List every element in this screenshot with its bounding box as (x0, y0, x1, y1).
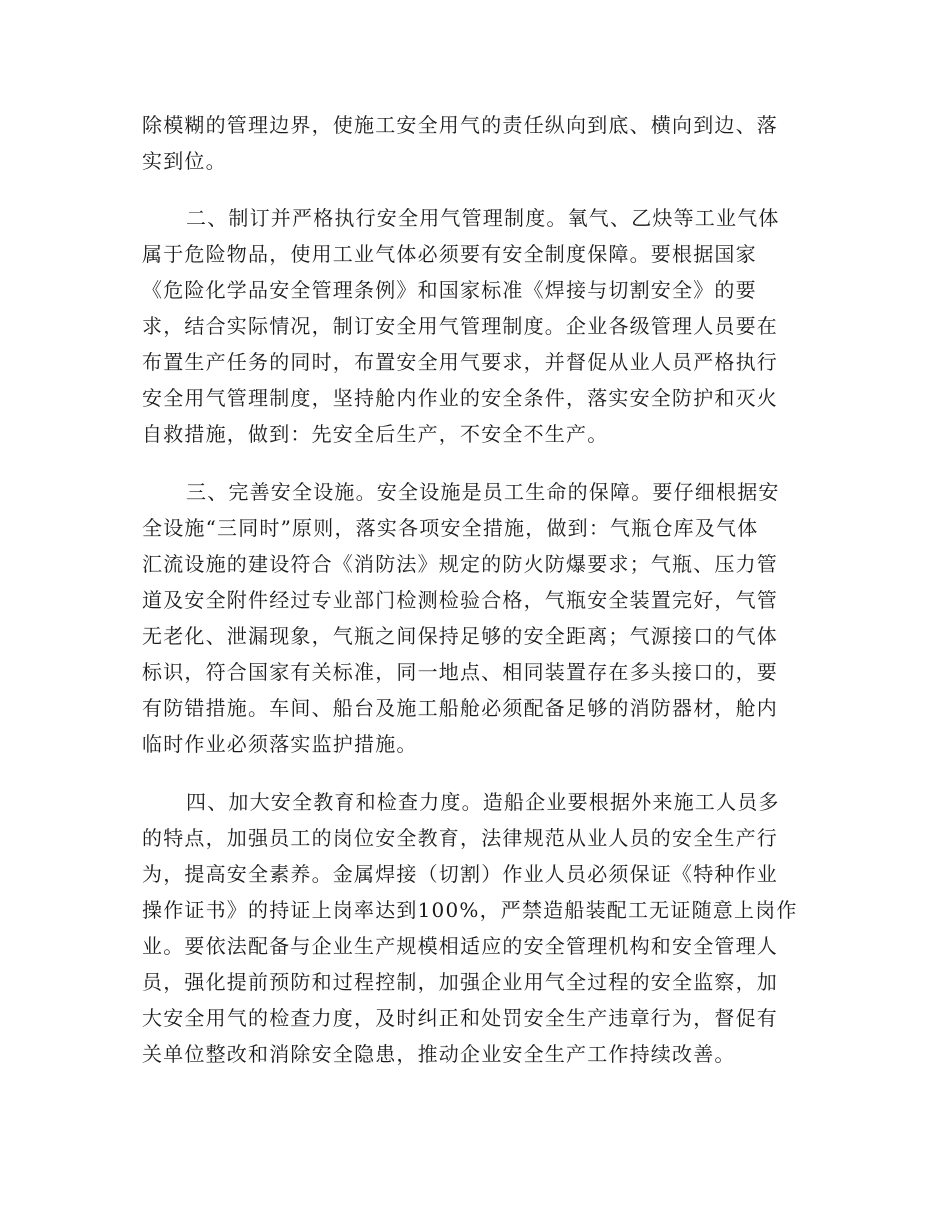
text-line: 为，提高安全素养。金属焊接（切割）作业人员必须保证《特种作业 (142, 862, 778, 886)
text-line: 道及安全附件经过专业部门检测检验合格，气瓶安全装置完好，气管 (142, 588, 778, 612)
text-line: 四、加大安全教育和检查力度。造船企业要根据外来施工人员多 (186, 790, 780, 814)
text-line: 的特点，加强员工的岗位安全教育，法律规范从业人员的安全生产行 (142, 826, 778, 850)
text-line: 安全用气管理制度，坚持舱内作业的安全条件，落实安全防护和灭火 (142, 386, 778, 410)
text-line: 业。要依法配备与企业生产规模相适应的安全管理机构和安全管理人 (142, 934, 778, 958)
text-line: 关单位整改和消除安全隐患，推动企业安全生产工作持续改善。 (142, 1042, 736, 1066)
text-line: 布置生产任务的同时，布置安全用气要求，并督促从业人员严格执行 (142, 350, 778, 374)
text-line: 操作证书》的持证上岗率达到100%，严禁造船装配工无证随意上岗作 (142, 898, 798, 922)
text-line: 二、制订并严格执行安全用气管理制度。氧气、乙炔等工业气体 (186, 206, 780, 230)
text-line: 有防错措施。车间、船台及施工船舱必须配备足够的消防器材，舱内 (142, 696, 778, 720)
paragraph-responsibility-continuation (142, 107, 802, 179)
text-line: 《危险化学品安全管理条例》和国家标准《焊接与切割安全》的要 (142, 278, 757, 302)
text-line: 属于危险物品，使用工业气体必须要有安全制度保障。要根据国家 (142, 242, 757, 266)
text-line: 员，强化提前预防和过程控制，加强企业用气全过程的安全监察，加 (142, 970, 778, 994)
text-line: 无老化、泄漏现象，气瓶之间保持足够的安全距离；气源接口的气体 (142, 624, 778, 648)
paragraph-section-2-gas-management (142, 200, 802, 452)
text-line: 除模糊的管理边界，使施工安全用气的责任纵向到底、横向到边、落 (142, 113, 778, 137)
text-line: 三、完善安全设施。安全设施是员工生命的保障。要仔细根据安 (186, 480, 780, 504)
paragraph-section-4-education-inspection (142, 784, 802, 1072)
text-line: 标识，符合国家有关标准，同一地点、相同装置存在多头接口的，要 (142, 660, 778, 684)
text-line: 大安全用气的检查力度，及时纠正和处罚安全生产违章行为，督促有 (142, 1006, 778, 1030)
text-line: 汇流设施的建设符合《消防法》规定的防火防爆要求；气瓶、压力管 (142, 552, 778, 576)
text-line: 全设施“三同时”原则，落实各项安全措施，做到：气瓶仓库及气体 (142, 516, 759, 540)
text-line: 实到位。 (142, 149, 227, 173)
text-line: 求，结合实际情况，制订安全用气管理制度。企业各级管理人员要在 (142, 314, 778, 338)
text-line: 自救措施，做到：先安全后生产，不安全不生产。 (142, 422, 609, 446)
paragraph-section-3-safety-facilities (142, 474, 802, 762)
text-line: 临时作业必须落实监护措施。 (142, 732, 418, 756)
